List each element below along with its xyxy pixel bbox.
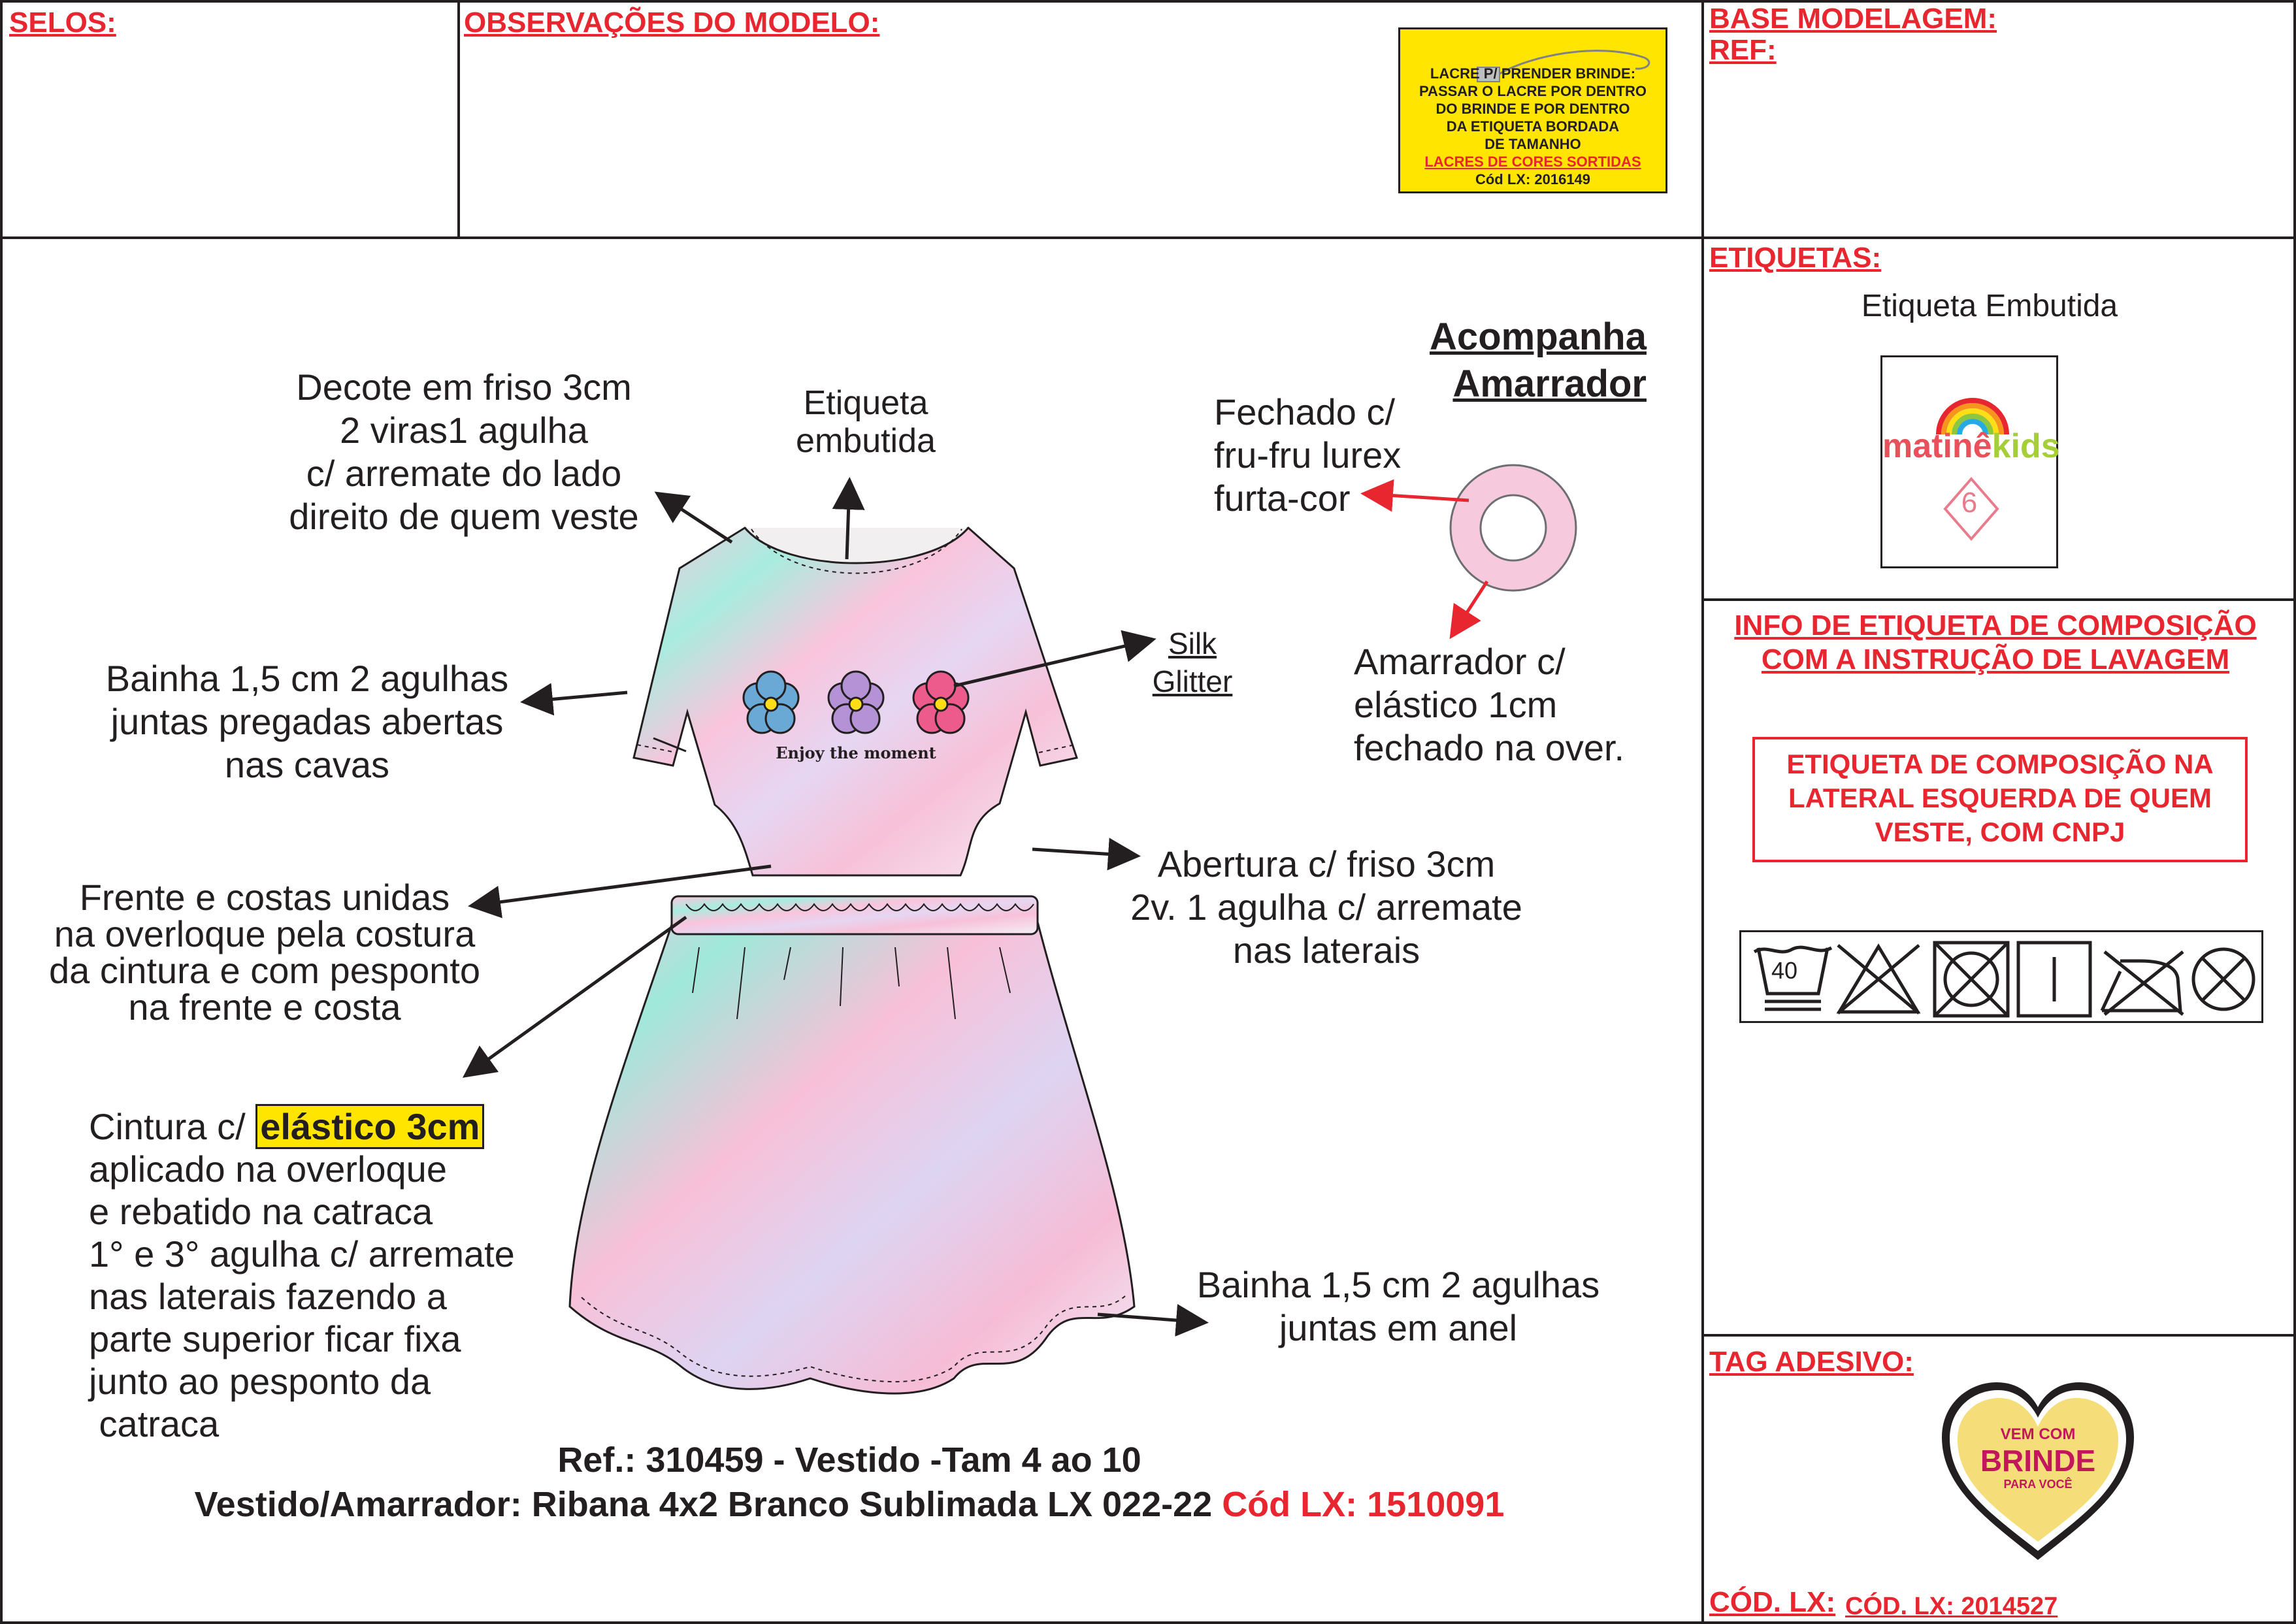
note-line: nas laterais: [1232, 930, 1420, 971]
no-tumble-dry-icon: [1935, 943, 2008, 1016]
etiqueta-type: Etiqueta Embutida: [1861, 289, 2118, 323]
note-line: Amarrador c/: [1354, 641, 1566, 682]
note-line: nas cavas: [224, 744, 390, 785]
note-line: juntas pregadas abertas: [110, 701, 504, 742]
fechado-note: [1214, 391, 1401, 520]
amarrador-arrow: [1453, 581, 1487, 634]
note-line: nas laterais fazendo a: [89, 1276, 447, 1317]
wash-temp: 40: [1771, 957, 1798, 984]
care-symbols: [1739, 930, 2263, 1023]
note-line: da cintura e com pesponto: [49, 950, 480, 991]
note-line: na overloque pela costura: [54, 913, 476, 954]
footer-material: [65, 1483, 1633, 1526]
note-line: junto ao pesponto da: [89, 1361, 431, 1402]
abertura-note: [1104, 843, 1549, 972]
cod-lx-header: CÓD. LX:: [1709, 1586, 1836, 1618]
note-line: Glitter: [1152, 664, 1233, 698]
base-modelagem-header: BASE MODELAGEM:: [1709, 3, 1997, 35]
footer-ref: Ref.: 310459 - Vestido -Tam 4 ao 10: [557, 1440, 1141, 1480]
silk-note: [1137, 625, 1248, 700]
note-line: Bainha 1,5 cm 2 agulhas: [1196, 1264, 1600, 1305]
selos-header: SELOS:: [9, 7, 116, 39]
lacre-line: PASSAR O LACRE POR DENTRO: [1419, 83, 1647, 99]
scrunchie: [1451, 465, 1576, 591]
line-dry-icon: [2018, 943, 2090, 1016]
lacre-highlight: LACRES DE CORES SORTIDAS: [1424, 154, 1641, 170]
bainha-manga-arrow: [527, 692, 627, 702]
note-line: fru-fru lurex: [1214, 434, 1402, 476]
note-line: Decote em friso 3cm: [296, 366, 632, 408]
acompanha-note: [1398, 314, 1647, 408]
info-composicao-header: INFO DE ETIQUETA DE COMPOSIÇÃO COM A INSTRUÇÃO DE LAVAGEM: [1734, 609, 2257, 675]
bainha-manga-note: [85, 657, 529, 787]
brand-label: [1880, 355, 2058, 568]
elastico-highlight: elástico 3cm: [255, 1104, 484, 1149]
note-line: Frente e costas unidas: [79, 877, 450, 918]
note-line: 2v. 1 agulha c/ arremate: [1130, 886, 1522, 928]
note-line: 1° e 3° agulha c/ arremate: [89, 1233, 515, 1275]
note-line: aplicado na overloque: [89, 1148, 447, 1190]
note-line: Silk: [1168, 626, 1217, 660]
etiqueta-note: [771, 384, 960, 460]
brand-name: matinê: [1882, 427, 1992, 465]
lacre-line: LACRE P/ PRENDER BRINDE:: [1430, 65, 1636, 82]
brand-name-kids: kids: [1992, 427, 2060, 465]
note-line: e rebatido na catraca: [89, 1191, 433, 1232]
note-line: Bainha 1,5 cm 2 agulhas: [105, 658, 509, 699]
etiquetas-header: ETIQUETAS:: [1709, 242, 1882, 274]
cintura-note: [89, 1105, 515, 1445]
material-text: Vestido/Amarrador: Ribana 4x2 Branco Sublimada LX 022-22: [194, 1485, 1213, 1524]
note-line: Fechado c/: [1214, 391, 1396, 432]
note-line: Amarrador: [1452, 363, 1647, 405]
lacre-line: DA ETIQUETA BORDADA: [1446, 118, 1620, 135]
note-line: Acompanha: [1430, 316, 1647, 358]
tag-line-3: PARA VOCÊ: [2003, 1478, 2073, 1491]
tag-line-1: VEM COM: [2000, 1425, 2076, 1443]
note-line: elástico 1cm: [1354, 684, 1558, 725]
ref-header: REF:: [1709, 34, 1777, 66]
tag-adesivo-heart: [1937, 1377, 2139, 1567]
skirt: [570, 896, 1134, 1393]
no-bleach-icon: [1838, 945, 1919, 1013]
note-line: fechado na over.: [1354, 727, 1625, 768]
cod-lx-value: CÓD. LX: 2014527: [1845, 1593, 2058, 1620]
no-iron-icon: [2102, 952, 2183, 1015]
tag-line-2: BRINDE: [1980, 1444, 2096, 1478]
decote-arrow: [660, 495, 732, 542]
lacre-line: DO BRINDE E POR DENTRO: [1435, 101, 1630, 117]
label-size: 6: [1961, 487, 1978, 519]
note-line: juntas em anel: [1279, 1307, 1518, 1348]
note-line: Etiqueta: [803, 384, 928, 422]
note-text: Cintura c/: [89, 1106, 246, 1147]
bainha-saia-note: [1176, 1263, 1620, 1350]
note-line: furta-cor: [1214, 478, 1351, 519]
lacre-line: DE TAMANHO: [1484, 136, 1581, 152]
note-line: na frente e costa: [128, 986, 401, 1028]
note-line: 2 viras1 agulha: [340, 410, 588, 451]
composicao-note: ETIQUETA DE COMPOSIÇÃO NA LATERAL ESQUERDA DE QUEM VESTE, COM CNPJ: [1752, 737, 2248, 862]
material-code: Cód LX: 1510091: [1222, 1485, 1505, 1524]
observacoes-header: OBSERVAÇÕES DO MODELO:: [464, 7, 880, 39]
no-dry-clean-icon: [2193, 949, 2254, 1009]
note-line: parte superior ficar fixa: [89, 1318, 461, 1359]
cintura-first-line: [89, 1105, 515, 1148]
print-text: Enjoy the moment: [776, 743, 936, 762]
note-line: embutida: [796, 422, 936, 460]
amarrador-note: [1354, 640, 1624, 770]
lacre-code: Cód LX: 2016149: [1475, 171, 1591, 187]
flowers-print: [744, 672, 968, 733]
frente-costas-note: [26, 879, 503, 1026]
note-line: Abertura c/ friso 3cm: [1157, 843, 1496, 885]
decote-note: [274, 366, 653, 538]
note-line: direito de quem veste: [289, 496, 639, 537]
note-line: catraca: [89, 1403, 220, 1444]
note-line: c/ arremate do lado: [306, 453, 622, 494]
base-modelagem-box: [1701, 0, 2296, 239]
tag-adesivo-header: TAG ADESIVO:: [1709, 1346, 1914, 1378]
